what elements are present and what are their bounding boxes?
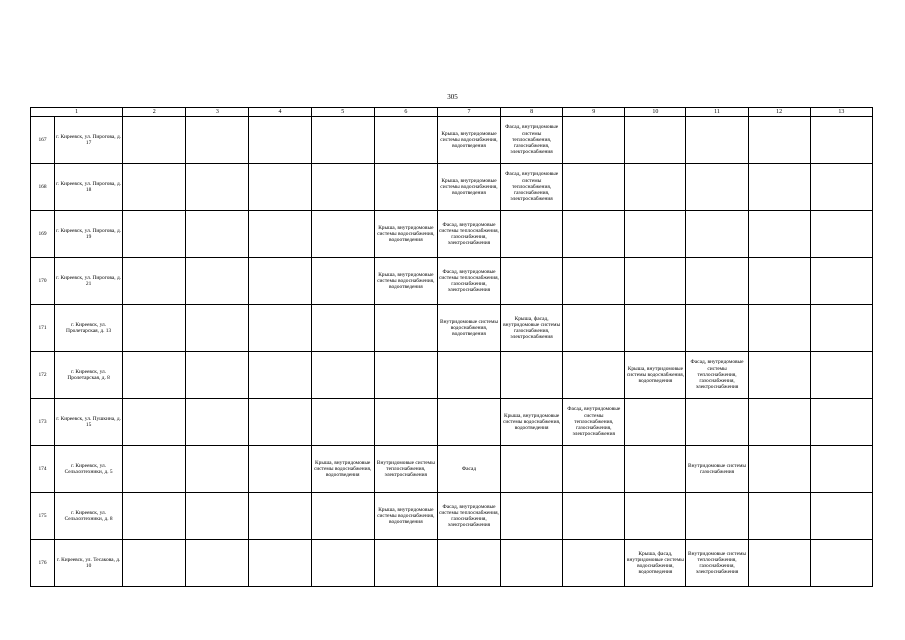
- table-row: [31, 258, 873, 305]
- work-description: Внутридомовые системы газоснабжения: [688, 462, 747, 475]
- work-description: Фасад, внутридомовые системы теплоснабжения, газоснабжения, электроснабжения: [439, 221, 499, 247]
- work-cell-col-7: [437, 352, 500, 399]
- row-number: 175: [31, 493, 55, 540]
- work-cell-col-4: [249, 493, 311, 540]
- work-cell-col-11: [686, 540, 748, 587]
- work-cell-col-2: [123, 258, 186, 305]
- column-header-4: 4: [249, 108, 311, 117]
- table-row: [31, 493, 873, 540]
- work-cell-col-9: [563, 258, 625, 305]
- work-description: Крыша, фасад, внутридомовые системы газоснабжения, электроснабжения: [503, 315, 561, 341]
- row-number: 171: [31, 305, 55, 352]
- work-description: Крыша, внутридомовые системы водоснабжения, водоотведения: [314, 459, 372, 479]
- work-description: Крыша, внутридомовые системы водоснабжения, водоотведения: [440, 177, 498, 197]
- work-description: Крыша, фасад, внутридомовые системы водоснабжения, водоотведения: [626, 550, 684, 576]
- work-cell-col-5: [311, 540, 374, 587]
- work-cell-col-8: [501, 399, 563, 446]
- work-cell-col-11: [686, 117, 748, 164]
- work-cell-col-10: [625, 352, 686, 399]
- work-cell-col-11: [686, 399, 748, 446]
- work-cell-col-4: [249, 399, 311, 446]
- work-cell-col-10: [625, 305, 686, 352]
- work-cell-col-11: [686, 305, 748, 352]
- work-description: Крыша, внутридомовые системы водоснабжения, водоотведения: [626, 365, 685, 385]
- column-header-13: 13: [810, 108, 872, 117]
- work-description: Фасад, внутридомовые системы теплоснабжения, газоснабжения, электроснабжения: [505, 171, 559, 203]
- work-cell-col-3: [186, 399, 249, 446]
- work-cell-col-10: [625, 117, 686, 164]
- work-cell-col-7: [437, 211, 500, 258]
- work-cell-col-13: [810, 540, 872, 587]
- address-cell: г. Киреевск, ул. Тесакова, д. 10: [55, 540, 123, 587]
- work-cell-col-12: [748, 117, 810, 164]
- work-cell-col-13: [810, 352, 872, 399]
- work-cell-col-2: [123, 540, 186, 587]
- work-cell-col-7: [437, 399, 500, 446]
- work-description: Фасад, внутридомовые системы теплоснабжения, газоснабжения, электроснабжения: [690, 359, 744, 391]
- work-description: Фасад, внутридомовые системы теплоснабжения, газоснабжения, электроснабжения: [567, 406, 621, 438]
- work-cell-col-8: [501, 446, 563, 493]
- work-cell-col-3: [186, 352, 249, 399]
- column-header-5: 5: [311, 108, 374, 117]
- work-cell-col-11: [686, 258, 748, 305]
- work-cell-col-13: [810, 164, 872, 211]
- column-header-8: 8: [501, 108, 563, 117]
- work-cell-col-5: [311, 211, 374, 258]
- work-cell-col-6: [374, 305, 437, 352]
- work-cell-col-10: [625, 493, 686, 540]
- row-number: 168: [31, 164, 55, 211]
- work-cell-col-7: [437, 164, 500, 211]
- work-cell-col-7: [437, 446, 500, 493]
- work-cell-col-5: [311, 305, 374, 352]
- column-header-6: 6: [374, 108, 437, 117]
- work-cell-col-4: [249, 117, 311, 164]
- work-cell-col-8: [501, 493, 563, 540]
- address-cell: г. Киреевск, ул. Пирогова, д. 19: [55, 211, 123, 258]
- work-cell-col-2: [123, 352, 186, 399]
- row-number: 169: [31, 211, 55, 258]
- work-cell-col-9: [563, 446, 625, 493]
- column-header-3: 3: [186, 108, 249, 117]
- table-row: [31, 446, 873, 493]
- work-cell-col-8: [501, 211, 563, 258]
- work-cell-col-7: [437, 117, 500, 164]
- address-cell: г. Киреевск, ул. Пролетарская, д. 13: [55, 305, 123, 352]
- work-description: Крыша, внутридомовые системы водоснабжения, водоотведения: [502, 412, 561, 432]
- work-cell-col-9: [563, 305, 625, 352]
- work-cell-col-7: [437, 540, 500, 587]
- work-cell-col-4: [249, 446, 311, 493]
- column-header-10: 10: [625, 108, 686, 117]
- work-cell-col-6: [374, 493, 437, 540]
- work-cell-col-13: [810, 117, 872, 164]
- column-header-2: 2: [123, 108, 186, 117]
- work-cell-col-6: [374, 540, 437, 587]
- work-cell-col-13: [810, 258, 872, 305]
- work-cell-col-4: [249, 352, 311, 399]
- work-cell-col-3: [186, 117, 249, 164]
- work-description: Фасад: [461, 465, 477, 472]
- column-header-9: 9: [563, 108, 625, 117]
- work-description: Фасад, внутридомовые системы теплоснабжения, газоснабжения, электроснабжения: [505, 124, 559, 156]
- work-cell-col-12: [748, 305, 810, 352]
- work-cell-col-13: [810, 305, 872, 352]
- work-cell-col-4: [249, 258, 311, 305]
- work-description: Крыша, внутридомовые системы водоснабжения, водоотведения: [377, 271, 435, 291]
- work-cell-col-9: [563, 493, 625, 540]
- work-cell-col-8: [501, 540, 563, 587]
- column-header-12: 12: [748, 108, 810, 117]
- work-cell-col-3: [186, 493, 249, 540]
- work-cell-col-4: [249, 305, 311, 352]
- work-cell-col-2: [123, 446, 186, 493]
- work-cell-col-3: [186, 446, 249, 493]
- work-cell-col-10: [625, 164, 686, 211]
- work-cell-col-4: [249, 211, 311, 258]
- work-cell-col-6: [374, 399, 437, 446]
- work-cell-col-6: [374, 258, 437, 305]
- work-cell-col-8: [501, 117, 563, 164]
- work-cell-col-3: [186, 211, 249, 258]
- work-cell-col-12: [748, 258, 810, 305]
- work-cell-col-12: [748, 352, 810, 399]
- work-cell-col-2: [123, 305, 186, 352]
- work-cell-col-10: [625, 446, 686, 493]
- work-description: Фасад, внутридомовые системы теплоснабжения, газоснабжения, электроснабжения: [439, 268, 499, 294]
- work-cell-col-2: [123, 211, 186, 258]
- work-cell-col-4: [249, 540, 311, 587]
- column-header-1: 1: [31, 108, 123, 117]
- work-description: Крыша, внутридомовые системы водоснабжения, водоотведения: [440, 130, 498, 150]
- work-cell-col-3: [186, 164, 249, 211]
- work-cell-col-9: [563, 399, 625, 446]
- work-cell-col-6: [374, 211, 437, 258]
- work-cell-col-5: [311, 446, 374, 493]
- work-cell-col-10: [625, 211, 686, 258]
- work-cell-col-12: [748, 164, 810, 211]
- work-cell-col-12: [748, 446, 810, 493]
- work-cell-col-12: [748, 399, 810, 446]
- work-cell-col-13: [810, 399, 872, 446]
- work-cell-col-11: [686, 211, 748, 258]
- work-cell-col-2: [123, 399, 186, 446]
- row-number: 170: [31, 258, 55, 305]
- work-cell-col-3: [186, 540, 249, 587]
- work-cell-col-11: [686, 164, 748, 211]
- address-cell: г. Киреевск, ул. Сельхозтехники, д. 8: [55, 493, 123, 540]
- work-cell-col-9: [563, 540, 625, 587]
- work-cell-col-8: [501, 258, 563, 305]
- address-cell: г. Киреевск, ул. Пирогова, д. 21: [55, 258, 123, 305]
- table-row: [31, 399, 873, 446]
- work-cell-col-9: [563, 164, 625, 211]
- work-cell-col-4: [249, 164, 311, 211]
- table-row: [31, 352, 873, 399]
- work-cell-col-10: [625, 258, 686, 305]
- work-cell-col-7: [437, 493, 500, 540]
- work-cell-col-5: [311, 352, 374, 399]
- work-cell-col-13: [810, 493, 872, 540]
- table-row: [31, 164, 873, 211]
- work-cell-col-9: [563, 352, 625, 399]
- work-cell-col-12: [748, 540, 810, 587]
- work-cell-col-3: [186, 305, 249, 352]
- table-row: [31, 117, 873, 164]
- table-row: [31, 540, 873, 587]
- work-cell-col-12: [748, 211, 810, 258]
- header-row: [31, 108, 873, 117]
- address-cell: г. Киреевск, ул. Сельхозтехники, д. 5: [55, 446, 123, 493]
- page-number: 305: [447, 93, 458, 101]
- work-cell-col-2: [123, 117, 186, 164]
- row-number: 176: [31, 540, 55, 587]
- work-cell-col-13: [810, 446, 872, 493]
- work-cell-col-9: [563, 117, 625, 164]
- address-cell: г. Киреевск, ул. Пирогова, д. 18: [55, 164, 123, 211]
- work-description: Внутридомовые системы теплоснабжения, электроснабжения: [376, 459, 435, 479]
- work-cell-col-11: [686, 493, 748, 540]
- work-description: Крыша, внутридомовые системы водоснабжения, водоотведения: [377, 224, 435, 244]
- work-cell-col-9: [563, 211, 625, 258]
- address-cell: г. Киреевск, ул. Пролетарская, д. 8: [55, 352, 123, 399]
- work-description: Крыша, внутридомовые системы водоснабжения, водоотведения: [377, 506, 435, 526]
- work-cell-col-8: [501, 164, 563, 211]
- work-cell-col-8: [501, 352, 563, 399]
- repair-schedule-table: [30, 107, 873, 587]
- work-cell-col-8: [501, 305, 563, 352]
- work-cell-col-5: [311, 258, 374, 305]
- work-cell-col-5: [311, 399, 374, 446]
- table-row: [31, 305, 873, 352]
- work-cell-col-6: [374, 164, 437, 211]
- work-cell-col-5: [311, 164, 374, 211]
- work-cell-col-12: [748, 493, 810, 540]
- work-cell-col-10: [625, 399, 686, 446]
- address-cell: г. Киреевск, ул. Пушкина, д. 15: [55, 399, 123, 446]
- work-cell-col-13: [810, 211, 872, 258]
- work-description: Внутридомовые системы теплоснабжения, газоснабжения, электроснабжения: [688, 550, 747, 576]
- work-cell-col-11: [686, 446, 748, 493]
- work-description: Фасад, внутридомовые системы теплоснабжения, газоснабжения, электроснабжения: [439, 503, 499, 529]
- work-cell-col-6: [374, 117, 437, 164]
- work-cell-col-6: [374, 352, 437, 399]
- address-cell: г. Киреевск, ул. Пирогова, д. 17: [55, 117, 123, 164]
- work-cell-col-10: [625, 540, 686, 587]
- row-number: 172: [31, 352, 55, 399]
- work-cell-col-5: [311, 493, 374, 540]
- work-cell-col-7: [437, 305, 500, 352]
- work-cell-col-2: [123, 164, 186, 211]
- table-body: [31, 117, 873, 587]
- column-header-7: 7: [437, 108, 500, 117]
- table-row: [31, 211, 873, 258]
- column-header-11: 11: [686, 108, 748, 117]
- row-number: 174: [31, 446, 55, 493]
- row-number: 173: [31, 399, 55, 446]
- work-cell-col-6: [374, 446, 437, 493]
- row-number: 167: [31, 117, 55, 164]
- work-cell-col-5: [311, 117, 374, 164]
- work-cell-col-2: [123, 493, 186, 540]
- work-cell-col-7: [437, 258, 500, 305]
- work-description: Внутридомовые системы водоснабжения, водоотведения: [439, 318, 498, 338]
- work-cell-col-3: [186, 258, 249, 305]
- work-cell-col-11: [686, 352, 748, 399]
